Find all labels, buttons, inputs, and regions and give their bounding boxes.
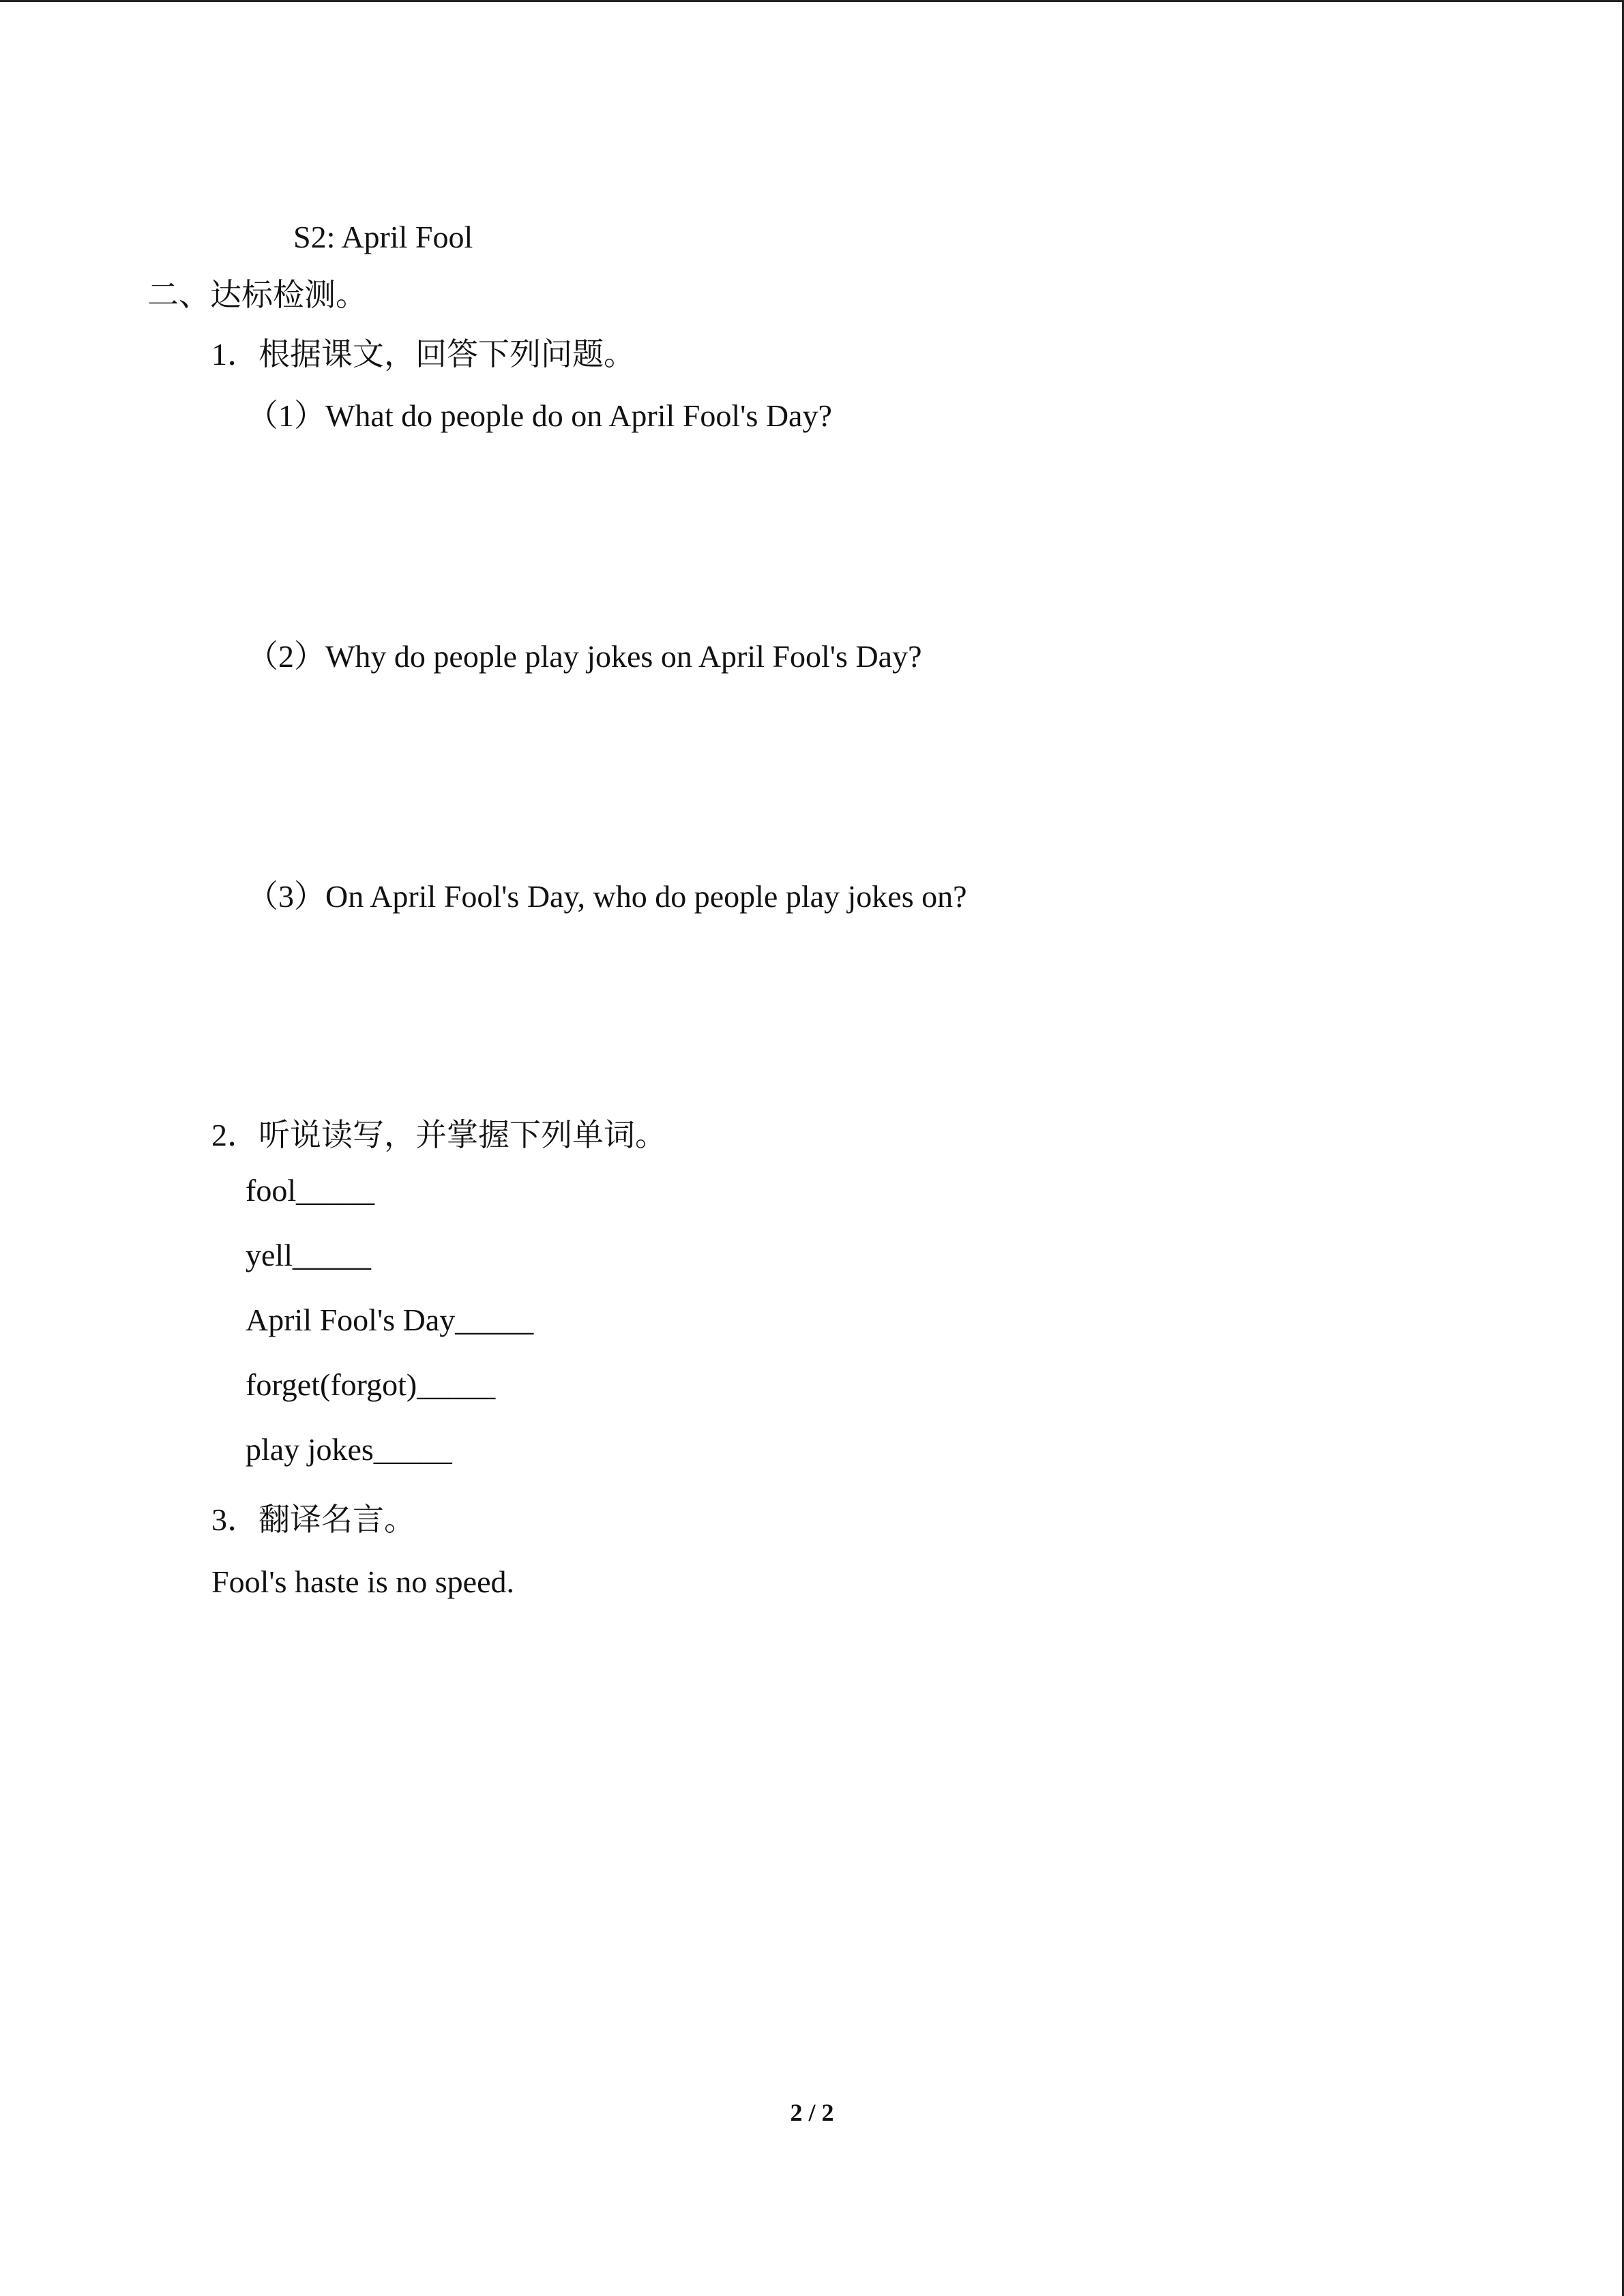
question-3: （3）On April Fool's Day, who do people play jokes on? xyxy=(247,879,967,914)
task1-title: 1．根据课文，回答下列问题。 xyxy=(211,337,635,372)
page-top-border xyxy=(0,0,1624,2)
question-2: （2）Why do people play jokes on April Fool's Day? xyxy=(247,639,922,674)
question-1: （1）What do people do on April Fool's Day? xyxy=(247,398,832,433)
header-line: S2: April Fool xyxy=(293,220,473,254)
task2-title: 2．听说读写，并掌握下列单词。 xyxy=(211,1118,666,1152)
task3-title: 3．翻译名言。 xyxy=(211,1502,415,1537)
quote-text: Fool's haste is no speed. xyxy=(211,1564,514,1599)
page-number: 2 / 2 xyxy=(790,2099,834,2126)
section-title: 二、达标检测。 xyxy=(147,278,367,312)
vocab-word-1: fool_____ xyxy=(246,1173,375,1208)
vocab-word-4: forget(forgot)_____ xyxy=(246,1367,496,1402)
vocab-word-5: play jokes_____ xyxy=(246,1432,452,1467)
vocab-word-3: April Fool's Day_____ xyxy=(246,1302,534,1337)
vocab-word-2: yell_____ xyxy=(246,1238,371,1272)
